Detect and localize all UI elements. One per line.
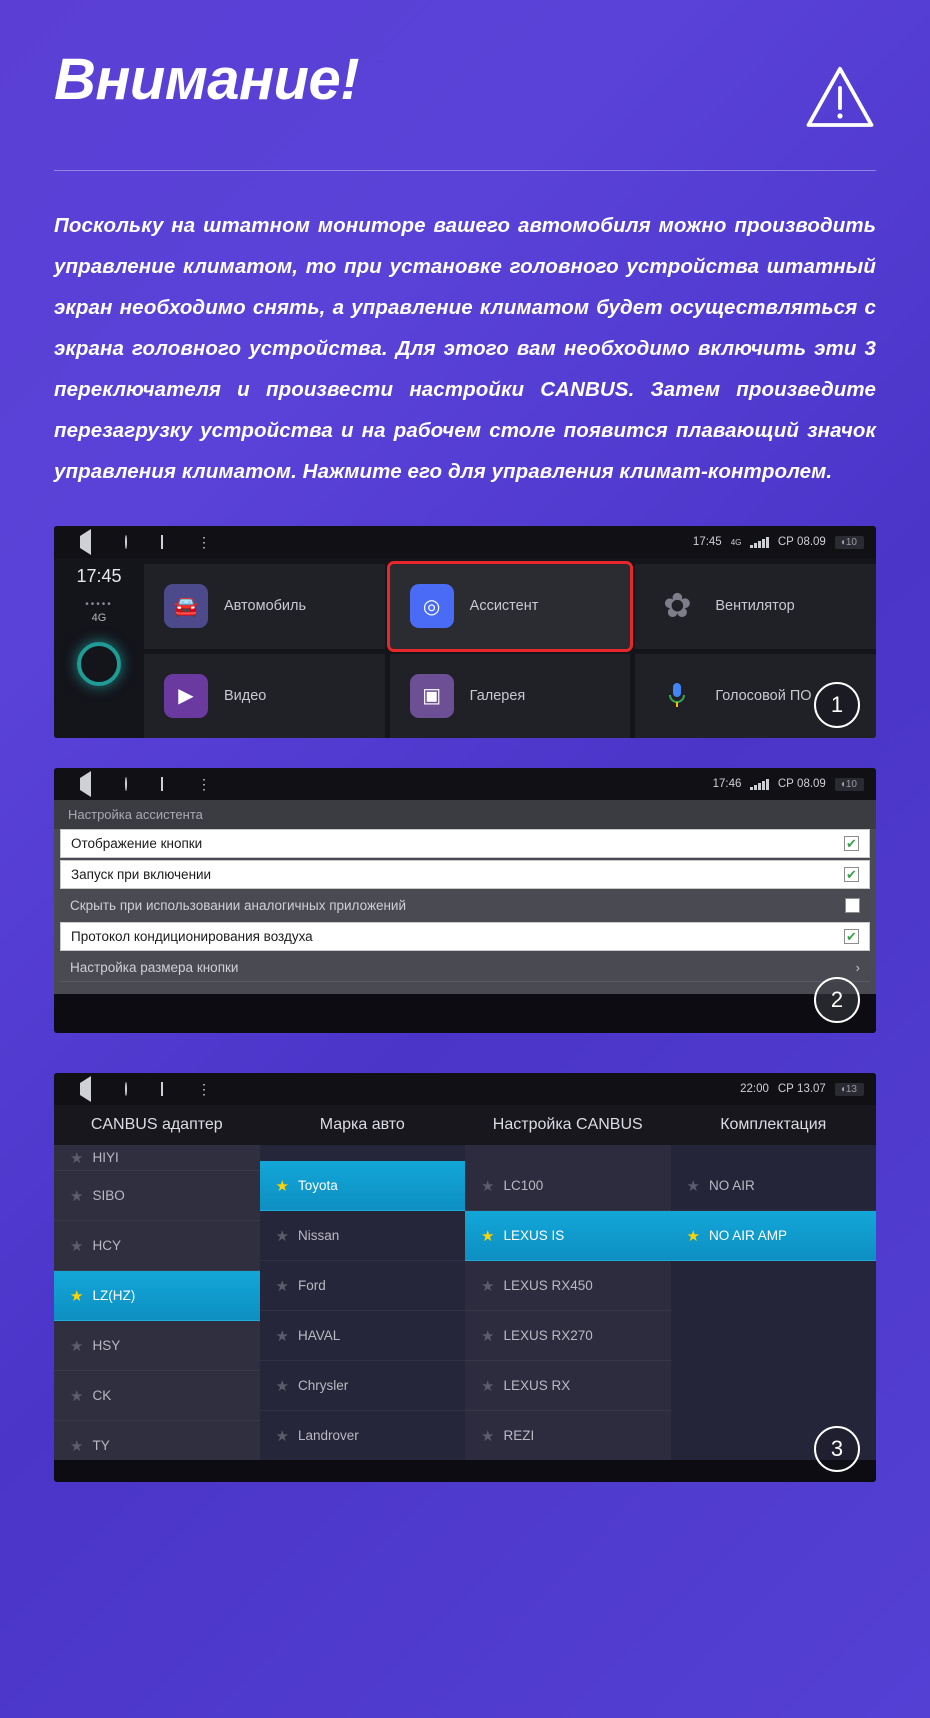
list-top-spacer bbox=[465, 1145, 671, 1161]
list-item-selected[interactable]: ★ LEXUS IS bbox=[465, 1211, 671, 1261]
tile-fan[interactable] bbox=[635, 564, 876, 649]
star-icon: ★ bbox=[275, 1227, 289, 1245]
setting-label: Скрыть при использовании аналогичных приложений bbox=[70, 898, 407, 913]
list-item[interactable]: ★ HAVAL bbox=[260, 1311, 466, 1361]
star-icon: ★ bbox=[70, 1149, 84, 1167]
star-icon: ★ bbox=[481, 1427, 495, 1445]
microphone-icon bbox=[655, 674, 699, 718]
more-options-icon[interactable]: ⋮ bbox=[197, 534, 211, 550]
page-title: Внимание! bbox=[54, 47, 360, 112]
battery-badge-3: ◖13 bbox=[835, 1083, 864, 1096]
checkbox-show-button[interactable]: ✔ bbox=[844, 836, 859, 851]
step-badge-2: 2 bbox=[814, 977, 860, 1023]
tile-video[interactable] bbox=[144, 654, 385, 739]
launcher-left-panel bbox=[54, 558, 144, 738]
star-icon: ★ bbox=[481, 1377, 495, 1395]
statusbar-date-1: СР 08.09 bbox=[777, 536, 826, 548]
checkbox-hide-similar[interactable] bbox=[845, 898, 860, 913]
launcher-dots: ••••• bbox=[85, 599, 113, 610]
setting-label: Протокол кондиционирования воздуха bbox=[71, 929, 313, 944]
header-divider bbox=[54, 170, 876, 171]
tile-assistant[interactable] bbox=[390, 564, 631, 649]
tile-label: Вентилятор bbox=[715, 598, 795, 615]
star-icon: ★ bbox=[481, 1177, 495, 1195]
list-item-selected[interactable]: ★ Toyota bbox=[260, 1161, 466, 1211]
more-options-icon[interactable]: ⋮ bbox=[197, 776, 211, 792]
back-icon[interactable] bbox=[80, 778, 91, 790]
star-icon: ★ bbox=[275, 1277, 289, 1295]
column-trim-list[interactable] bbox=[671, 1145, 877, 1460]
fan-icon: ✿ bbox=[663, 587, 692, 626]
canbus-column-headers bbox=[54, 1105, 876, 1145]
signal-icon bbox=[750, 779, 769, 790]
home-icon[interactable] bbox=[125, 778, 127, 790]
column-adapter-list[interactable] bbox=[54, 1145, 260, 1460]
star-icon: ★ bbox=[481, 1227, 495, 1245]
recents-icon[interactable] bbox=[161, 536, 163, 548]
screenshot-assistant-settings bbox=[54, 768, 876, 1033]
video-play-icon: ▶ bbox=[164, 674, 208, 718]
list-item[interactable]: ★ Ford bbox=[260, 1261, 466, 1311]
back-icon[interactable] bbox=[80, 536, 91, 548]
gallery-icon: ▣ bbox=[410, 674, 454, 718]
column-header-brand: Марка авто bbox=[319, 1116, 405, 1133]
launcher-ring-icon bbox=[77, 642, 121, 686]
list-item[interactable]: ★ Landrover bbox=[260, 1411, 466, 1460]
list-item-selected[interactable]: ★ LZ(HZ) bbox=[54, 1271, 260, 1321]
setting-label: Настройка размера кнопки bbox=[70, 959, 239, 975]
setting-row-button-size[interactable] bbox=[60, 953, 870, 982]
signal-icon bbox=[750, 537, 769, 548]
list-item[interactable]: ★ LEXUS RX450 bbox=[465, 1261, 671, 1311]
list-item[interactable]: ★ REZI bbox=[465, 1411, 671, 1460]
statusbar-time-2: 17:46 bbox=[712, 778, 742, 790]
star-icon: ★ bbox=[481, 1327, 495, 1345]
tile-label: Видео bbox=[224, 687, 267, 704]
list-item[interactable]: ★ HIYI bbox=[54, 1145, 260, 1171]
launcher-network-label: 4G bbox=[91, 612, 107, 624]
star-icon: ★ bbox=[70, 1387, 84, 1405]
android-nav-bar[interactable] bbox=[66, 778, 211, 790]
tile-label: Галерея bbox=[469, 687, 526, 704]
tile-label: Голосовой ПО bbox=[715, 687, 812, 704]
list-item[interactable]: ★ CK bbox=[54, 1371, 260, 1421]
star-icon: ★ bbox=[686, 1227, 700, 1245]
back-icon[interactable] bbox=[80, 1083, 91, 1095]
list-item-selected[interactable]: ★ NO AIR AMP bbox=[671, 1211, 877, 1261]
screenshot-launcher bbox=[54, 526, 876, 738]
android-nav-bar[interactable] bbox=[66, 536, 211, 548]
list-top-spacer bbox=[671, 1145, 877, 1161]
assistant-icon: ◎ bbox=[410, 584, 454, 628]
canbus-columns bbox=[54, 1145, 876, 1460]
statusbar-date-3: СР 13.07 bbox=[777, 1083, 826, 1095]
star-icon: ★ bbox=[70, 1437, 84, 1455]
star-icon: ★ bbox=[275, 1327, 289, 1345]
star-icon: ★ bbox=[686, 1177, 700, 1195]
screenshot-canbus-settings bbox=[54, 1073, 876, 1482]
list-item[interactable]: ★ SIBO bbox=[54, 1171, 260, 1221]
star-icon: ★ bbox=[70, 1187, 84, 1205]
warning-triangle-icon bbox=[804, 62, 876, 134]
list-item[interactable]: ★ NO AIR bbox=[671, 1161, 877, 1211]
launcher-tile-grid bbox=[144, 558, 876, 738]
statusbar-date-2: СР 08.09 bbox=[777, 778, 826, 790]
launcher-body bbox=[54, 558, 876, 738]
setting-row-ac-protocol[interactable] bbox=[60, 922, 870, 951]
column-header-canbus: Настройка CANBUS bbox=[492, 1116, 643, 1133]
statusbar-3 bbox=[54, 1073, 876, 1105]
star-icon: ★ bbox=[275, 1177, 289, 1195]
home-icon[interactable] bbox=[125, 1083, 127, 1095]
setting-row-show-button[interactable] bbox=[60, 829, 870, 858]
star-icon: ★ bbox=[275, 1427, 289, 1445]
setting-label: Отображение кнопки bbox=[71, 836, 203, 851]
battery-badge-1: ◖10 bbox=[835, 536, 864, 549]
more-options-icon[interactable]: ⋮ bbox=[197, 1081, 211, 1097]
setting-row-autostart[interactable] bbox=[60, 860, 870, 889]
recents-icon[interactable] bbox=[161, 1083, 163, 1095]
instruction-paragraph: Поскольку на штатном мониторе вашего автомобиля можно производить управление климатом, то при установке головного устройства штатный экран необходимо снять, а управление климатом будет осуществляться с экрана головного устройства. Для этого вам необходимо включить эти 3 переключателя и произвести настройки CANBUS. Затем произведите перезагрузку устройства и на рабочем столе появится плавающий значок управления климатом. Нажмите его для управления климат-контролем. bbox=[54, 214, 876, 483]
list-item[interactable]: ★ Chrysler bbox=[260, 1361, 466, 1411]
statusbar-1 bbox=[54, 526, 876, 558]
star-icon: ★ bbox=[481, 1277, 495, 1295]
launcher-clock: 17:45 bbox=[76, 566, 122, 586]
star-icon: ★ bbox=[70, 1287, 84, 1305]
list-item[interactable]: ★ HSY bbox=[54, 1321, 260, 1371]
statusbar-time-1: 17:45 bbox=[692, 536, 722, 548]
star-icon: ★ bbox=[70, 1337, 84, 1355]
settings-section-title: Настройка ассистента bbox=[54, 800, 876, 829]
column-canbus-list[interactable] bbox=[465, 1145, 671, 1460]
step-badge-3: 3 bbox=[814, 1426, 860, 1472]
android-nav-bar[interactable] bbox=[66, 1083, 211, 1095]
battery-badge-2: ◖10 bbox=[835, 778, 864, 791]
list-top-spacer bbox=[260, 1145, 466, 1161]
checkbox-autostart[interactable]: ✔ bbox=[844, 867, 859, 882]
settings-list bbox=[54, 829, 876, 994]
header bbox=[54, 44, 876, 134]
step-badge-1: 1 bbox=[814, 682, 860, 728]
list-item[interactable]: ★ LC100 bbox=[465, 1161, 671, 1211]
star-icon: ★ bbox=[70, 1237, 84, 1255]
list-item[interactable]: ★ TY bbox=[54, 1421, 260, 1460]
statusbar-time-3: 22:00 bbox=[740, 1083, 769, 1095]
home-icon[interactable] bbox=[125, 536, 127, 548]
statusbar-network-1: 4G bbox=[730, 537, 742, 547]
list-item[interactable]: ★ HCY bbox=[54, 1221, 260, 1271]
tile-car[interactable] bbox=[144, 564, 385, 649]
list-item[interactable]: ★ LEXUS RX bbox=[465, 1361, 671, 1411]
list-item[interactable]: ★ Nissan bbox=[260, 1211, 466, 1261]
tile-gallery[interactable] bbox=[390, 654, 631, 739]
tile-label: Автомобиль bbox=[224, 598, 307, 615]
checkbox-ac-protocol[interactable]: ✔ bbox=[844, 929, 859, 944]
column-brand-list[interactable] bbox=[260, 1145, 466, 1460]
setting-label: Запуск при включении bbox=[71, 867, 212, 882]
column-header-trim: Комплектация bbox=[720, 1116, 827, 1133]
column-header-adapter: CANBUS адаптер bbox=[90, 1116, 223, 1133]
statusbar-2 bbox=[54, 768, 876, 800]
setting-row-hide-similar[interactable] bbox=[60, 891, 870, 920]
car-icon: 🚘 bbox=[164, 584, 208, 628]
chevron-right-icon: › bbox=[855, 959, 860, 975]
tile-label: Ассистент bbox=[469, 598, 539, 615]
recents-icon[interactable] bbox=[161, 778, 163, 790]
star-icon: ★ bbox=[275, 1377, 289, 1395]
list-item[interactable]: ★ LEXUS RX270 bbox=[465, 1311, 671, 1361]
